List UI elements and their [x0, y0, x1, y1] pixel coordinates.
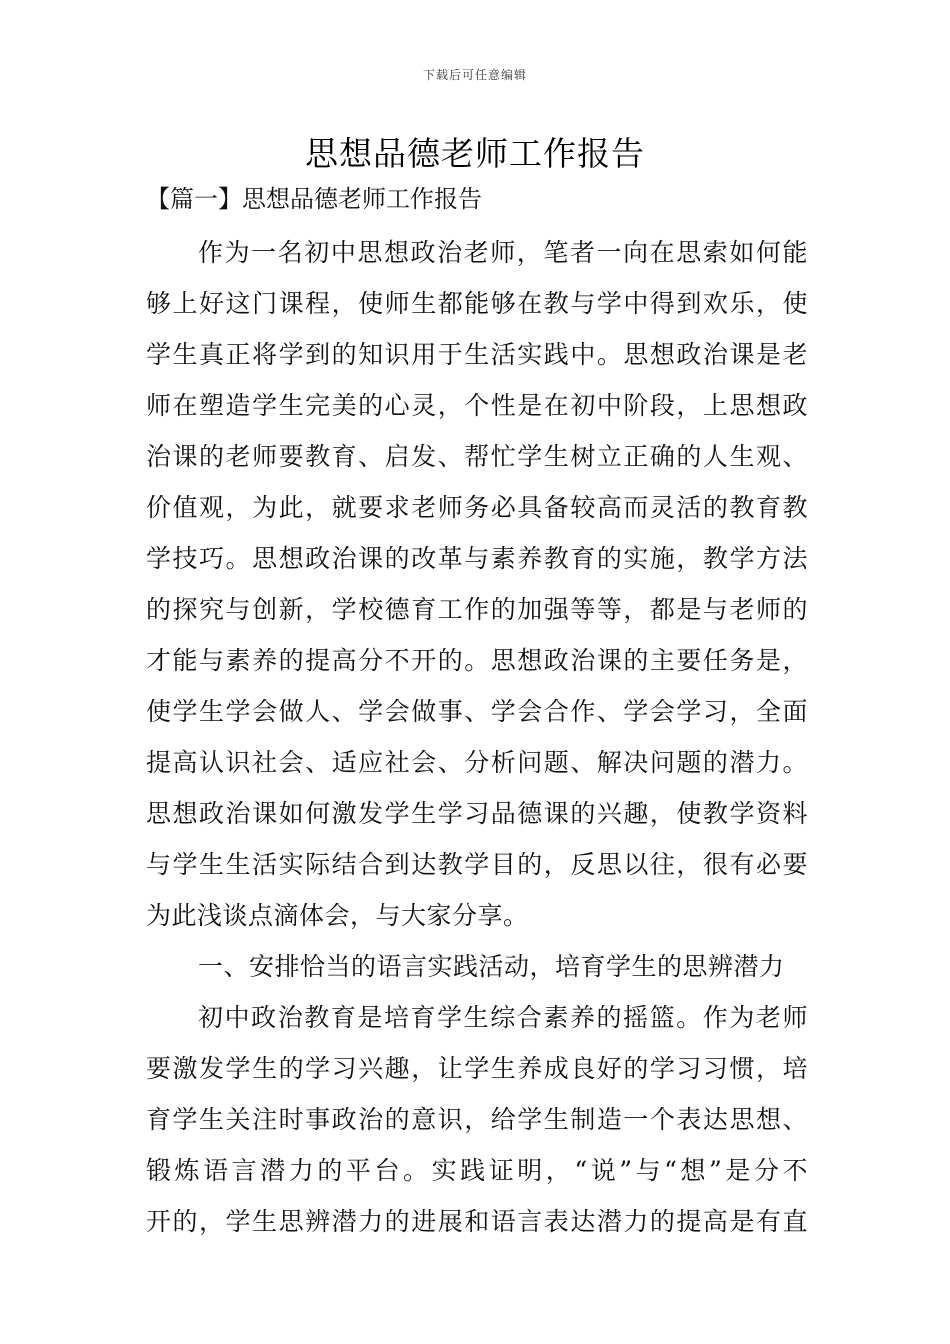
- paragraph-line: 使学生学会做人、学会做事、学会合作、学会学习，全面: [146, 697, 808, 726]
- paragraph-line: 师在塑造学生完美的心灵，个性是在初中阶段，上思想政: [146, 391, 808, 420]
- document-title: 思想品德老师工作报告: [305, 134, 645, 173]
- paragraph-line: 治课的老师要教育、启发、帮忙学生树立正确的人生观、: [146, 442, 808, 471]
- paragraph-line: 价值观，为此，就要求老师务必具备较高而灵活的教育教: [146, 493, 808, 522]
- paragraph-line: 学技巧。思想政治课的改革与素养教育的实施，教学方法: [146, 544, 808, 573]
- paragraph-line: 要激发学生的学习兴趣，让学生养成良好的学习习惯，培: [146, 1054, 808, 1083]
- subheading: 一、安排恰当的语言实践活动，培育学生的思辨潜力: [198, 952, 785, 981]
- paragraph-line: 提高认识社会、适应社会、分析问题、解决问题的潜力。: [146, 748, 808, 777]
- paragraph-line: 的探究与创新，学校德育工作的加强等等，都是与老师的: [146, 595, 808, 624]
- paragraph-line: 才能与素养的提高分不开的。思想政治课的主要任务是，: [146, 646, 808, 675]
- paragraph-line: 育学生关注时事政治的意识，给学生制造一个表达思想、: [146, 1105, 808, 1134]
- paragraph-line: 思想政治课如何激发学生学习品德课的兴趣，使教学资料: [146, 799, 808, 828]
- paragraph-line: 锻炼语言潜力的平台。实践证明，“说”与“想”是分不: [146, 1156, 808, 1185]
- paragraph-line: 学生真正将学到的知识用于生活实践中。思想政治课是老: [146, 340, 808, 369]
- document-body: [146, 227, 808, 1247]
- paragraph-line: 够上好这门课程，使师生都能够在教与学中得到欢乐，使: [146, 289, 808, 318]
- header-note: 下载后可任意编辑: [422, 68, 527, 82]
- paragraph-line: 作为一名初中思想政治老师，笔者一向在思索如何能: [198, 238, 808, 267]
- paragraph-line: 与学生生活实际结合到达教学目的，反思以往，很有必要: [146, 850, 808, 879]
- paragraph-line: 开的，学生思辨潜力的进展和语言表达潜力的提高是有直: [146, 1207, 808, 1236]
- paragraph-line: 为此浅谈点滴体会，与大家分享。: [146, 901, 529, 930]
- section-heading: 【篇一】思想品德老师工作报告: [146, 185, 482, 213]
- paragraph-line: 初中政治教育是培育学生综合素养的摇篮。作为老师: [198, 1003, 808, 1032]
